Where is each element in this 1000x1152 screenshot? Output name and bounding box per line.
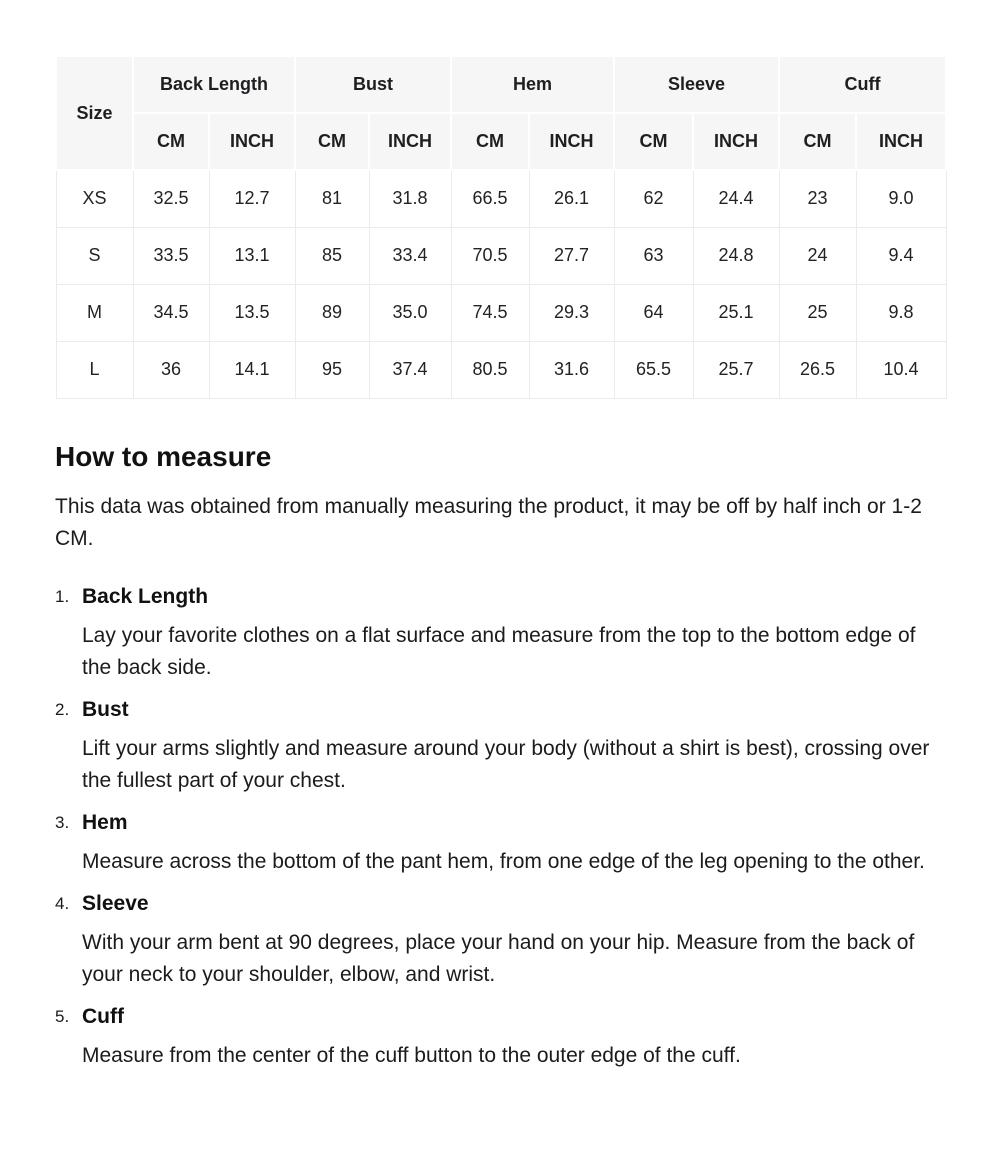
- value-cell: 62: [614, 170, 693, 227]
- value-cell: 81: [295, 170, 369, 227]
- size-cell: M: [56, 284, 133, 341]
- value-cell: 27.7: [529, 227, 614, 284]
- table-row-m: [56, 284, 946, 341]
- measure-step-hem: [55, 807, 945, 878]
- unit-header-inch: INCH: [369, 113, 451, 170]
- value-cell: 13.1: [209, 227, 295, 284]
- value-cell: 25: [779, 284, 856, 341]
- value-cell: 33.4: [369, 227, 451, 284]
- value-cell: 14.1: [209, 341, 295, 398]
- value-cell: 9.4: [856, 227, 946, 284]
- step-term: Cuff: [82, 1004, 124, 1028]
- value-cell: 32.5: [133, 170, 209, 227]
- value-cell: 29.3: [529, 284, 614, 341]
- value-cell: 23: [779, 170, 856, 227]
- value-cell: 9.8: [856, 284, 946, 341]
- value-cell: 70.5: [451, 227, 529, 284]
- table-header-row-measurements: [56, 56, 946, 113]
- unit-header-cm: CM: [779, 113, 856, 170]
- step-description: Lay your favorite clothes on a flat surface and measure from the top to the bottom edge of the back side.: [82, 623, 916, 679]
- unit-header-inch: INCH: [209, 113, 295, 170]
- value-cell: 33.5: [133, 227, 209, 284]
- measure-step-sleeve: [55, 888, 945, 991]
- size-column-header: Size: [56, 56, 133, 170]
- step-description: With your arm bent at 90 degrees, place your hand on your hip. Measure from the back of your neck to your shoulder, elbow, and wrist.: [82, 930, 915, 986]
- step-number: 4.: [55, 893, 70, 913]
- step-number: 3.: [55, 812, 70, 832]
- unit-header-inch: INCH: [529, 113, 614, 170]
- size-cell: L: [56, 341, 133, 398]
- value-cell: 31.8: [369, 170, 451, 227]
- measure-disclaimer-text: This data was obtained from manually measuring the product, it may be off by half inch or 1-2 CM.: [55, 494, 922, 550]
- step-description: Measure from the center of the cuff button to the outer edge of the cuff.: [82, 1043, 741, 1067]
- measure-step-bust: [55, 694, 945, 797]
- column-header-back-length: Back Length: [133, 56, 295, 113]
- value-cell: 25.1: [693, 284, 779, 341]
- step-description: Measure across the bottom of the pant hem, from one edge of the leg opening to the other.: [82, 849, 925, 873]
- unit-header-inch: INCH: [693, 113, 779, 170]
- value-cell: 89: [295, 284, 369, 341]
- value-cell: 64: [614, 284, 693, 341]
- step-number: 2.: [55, 699, 70, 719]
- value-cell: 63: [614, 227, 693, 284]
- measure-step-back-length: [55, 581, 945, 684]
- value-cell: 34.5: [133, 284, 209, 341]
- value-cell: 65.5: [614, 341, 693, 398]
- value-cell: 26.5: [779, 341, 856, 398]
- column-header-hem: Hem: [451, 56, 614, 113]
- value-cell: 24: [779, 227, 856, 284]
- step-term: Sleeve: [82, 891, 149, 915]
- value-cell: 10.4: [856, 341, 946, 398]
- value-cell: 74.5: [451, 284, 529, 341]
- value-cell: 36: [133, 341, 209, 398]
- unit-header-cm: CM: [614, 113, 693, 170]
- step-number: 1.: [55, 586, 70, 606]
- value-cell: 85: [295, 227, 369, 284]
- step-term: Hem: [82, 810, 128, 834]
- size-cell: S: [56, 227, 133, 284]
- value-cell: 25.7: [693, 341, 779, 398]
- step-term: Bust: [82, 697, 129, 721]
- column-header-sleeve: Sleeve: [614, 56, 779, 113]
- how-to-measure-heading: How to measure: [55, 440, 272, 472]
- value-cell: 26.1: [529, 170, 614, 227]
- step-description: Lift your arms slightly and measure around your body (without a shirt is best), crossing over the fullest part of your chest.: [82, 736, 930, 792]
- unit-header-cm: CM: [133, 113, 209, 170]
- value-cell: 24.8: [693, 227, 779, 284]
- unit-header-cm: CM: [451, 113, 529, 170]
- value-cell: 13.5: [209, 284, 295, 341]
- table-row-l: [56, 341, 946, 398]
- column-header-bust: Bust: [295, 56, 451, 113]
- table-row-s: [56, 227, 946, 284]
- measure-steps-list: [55, 581, 945, 1072]
- value-cell: 24.4: [693, 170, 779, 227]
- step-term: Back Length: [82, 584, 209, 608]
- value-cell: 31.6: [529, 341, 614, 398]
- value-cell: 35.0: [369, 284, 451, 341]
- value-cell: 95: [295, 341, 369, 398]
- step-number: 5.: [55, 1006, 70, 1026]
- value-cell: 9.0: [856, 170, 946, 227]
- value-cell: 12.7: [209, 170, 295, 227]
- column-header-cuff: Cuff: [779, 56, 946, 113]
- size-cell: XS: [56, 170, 133, 227]
- unit-header-cm: CM: [295, 113, 369, 170]
- size-chart-table: [55, 55, 947, 399]
- value-cell: 37.4: [369, 341, 451, 398]
- table-header-row-units: [56, 113, 946, 170]
- value-cell: 66.5: [451, 170, 529, 227]
- value-cell: 80.5: [451, 341, 529, 398]
- measure-step-cuff: [55, 1001, 945, 1072]
- unit-header-inch: INCH: [856, 113, 946, 170]
- table-row-xs: [56, 170, 946, 227]
